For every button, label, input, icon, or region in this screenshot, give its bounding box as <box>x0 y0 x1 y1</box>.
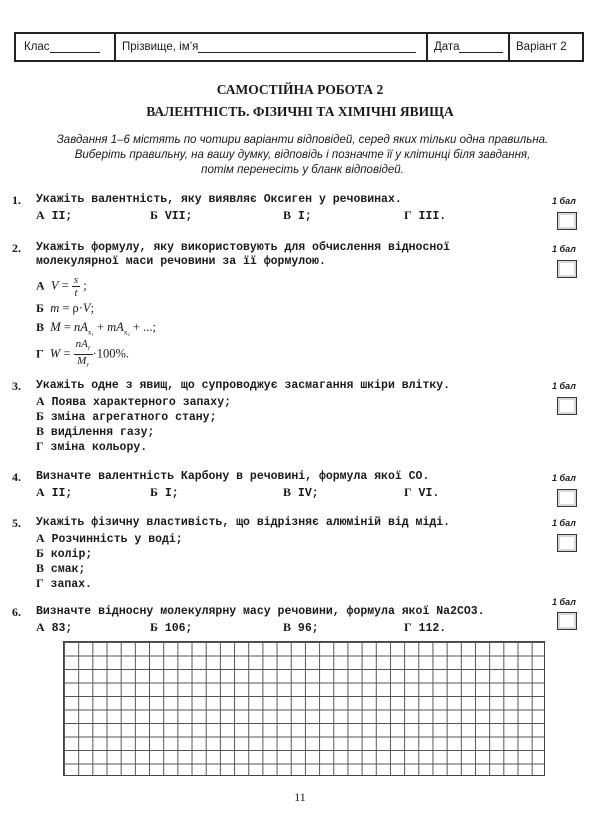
answer-checkbox-4[interactable] <box>557 489 577 507</box>
question-number: 1. <box>12 193 21 207</box>
option-d-formula: Г W = $\frac{nA_r}{M_r}$ ·100%. <box>36 338 130 370</box>
instruction-line: Завдання 1–6 містять по чотири варіанти відповідей, серед яких тільки одна правильна. <box>56 134 549 146</box>
option-b: Б зміна агрегатного стану; <box>36 409 217 424</box>
question-number: 2. <box>12 241 21 255</box>
page-subtitle: ВАЛЕНТНІСТЬ. ФІЗИЧНІ ТА ХІМІЧНІ ЯВИЩА <box>146 104 454 119</box>
question-text: Укажіть одне з явищ, що супроводжує засмагання шкіри влітку. <box>36 379 451 392</box>
answer-checkbox-2[interactable] <box>557 260 577 278</box>
answer-grid[interactable] <box>63 641 545 776</box>
instruction-line: потім перенесіть у бланк відповідей. <box>201 164 404 176</box>
score-label: 1 бал <box>552 518 576 528</box>
answer-checkbox-5[interactable] <box>557 534 577 552</box>
option-c: В IV; <box>283 485 319 500</box>
score-label: 1 бал <box>552 473 576 483</box>
question-text: Визначте відносну молекулярну масу речовини, формула якої Na2CO3. <box>36 605 485 618</box>
option-b: Б VII; <box>150 208 193 223</box>
option-a: А Розчинність у воді; <box>36 531 183 546</box>
page-title: САМОСТІЙНА РОБОТА 2 <box>216 82 384 97</box>
option-c: В I; <box>283 208 312 223</box>
student-info-header <box>14 32 584 62</box>
option-b: Б колір; <box>36 546 93 561</box>
instructions <box>30 133 575 178</box>
option-c: В смак; <box>36 561 86 576</box>
question-text: Укажіть валентність, яку виявляє Оксиген у речовинах. <box>36 193 402 206</box>
option-d: Г VI. <box>404 485 440 500</box>
class-label: Клас <box>24 41 50 53</box>
option-b-formula: Б m = ρ·V; <box>36 301 95 315</box>
option-a: А II; <box>36 485 73 500</box>
date-label: Дата <box>434 41 460 53</box>
instruction-line: Виберіть правильну, на вашу думку, відповідь і позначте її у клітинці біля завдання, <box>74 149 531 161</box>
question-number: 5. <box>12 516 21 530</box>
answer-checkbox-3[interactable] <box>557 397 577 415</box>
answer-checkbox-1[interactable] <box>557 212 577 230</box>
question-text: Визначте валентність Карбону в речовині, формула якої CO. <box>36 470 430 483</box>
question-text: Укажіть формулу, яку використовують для обчислення відносної молекулярної маси речовини за її формулою. <box>36 241 451 268</box>
option-b: Б I; <box>150 485 179 500</box>
question-number: 4. <box>12 470 21 484</box>
option-c-formula: В $M = nA_{x_1} + mA_{x_2}$ + ...; <box>36 320 156 337</box>
option-c: В виділення газу; <box>36 424 155 439</box>
option-d: Г III. <box>404 208 447 223</box>
question-number: 6. <box>12 605 21 619</box>
answer-checkbox-6[interactable] <box>557 612 577 630</box>
class-field[interactable] <box>24 34 100 60</box>
score-label: 1 бал <box>552 597 576 607</box>
question-text: Укажіть фізичну властивість, що відрізняє алюміній від міді. <box>36 516 451 529</box>
name-field[interactable] <box>122 34 416 60</box>
option-a: А II; <box>36 208 73 223</box>
score-label: 1 бал <box>552 244 576 254</box>
score-label: 1 бал <box>552 196 576 206</box>
name-label: Прізвище, ім’я <box>122 41 199 53</box>
option-c: В 96; <box>283 620 319 635</box>
option-a: А 83; <box>36 620 73 635</box>
option-d: Г запах. <box>36 576 92 591</box>
date-field[interactable] <box>434 34 503 60</box>
variant-label: Варіант 2 <box>516 41 567 53</box>
option-d: Г 112. <box>404 620 447 635</box>
option-b: Б 106; <box>150 620 193 635</box>
option-a-formula: А V = $\frac{s}{t}$ ; <box>36 274 87 299</box>
question-number: 3. <box>12 379 21 393</box>
option-a: А Поява характерного запаху; <box>36 394 232 409</box>
score-label: 1 бал <box>552 381 576 391</box>
page-number: 11 <box>294 790 306 804</box>
option-d: Г зміна кольору. <box>36 439 148 454</box>
